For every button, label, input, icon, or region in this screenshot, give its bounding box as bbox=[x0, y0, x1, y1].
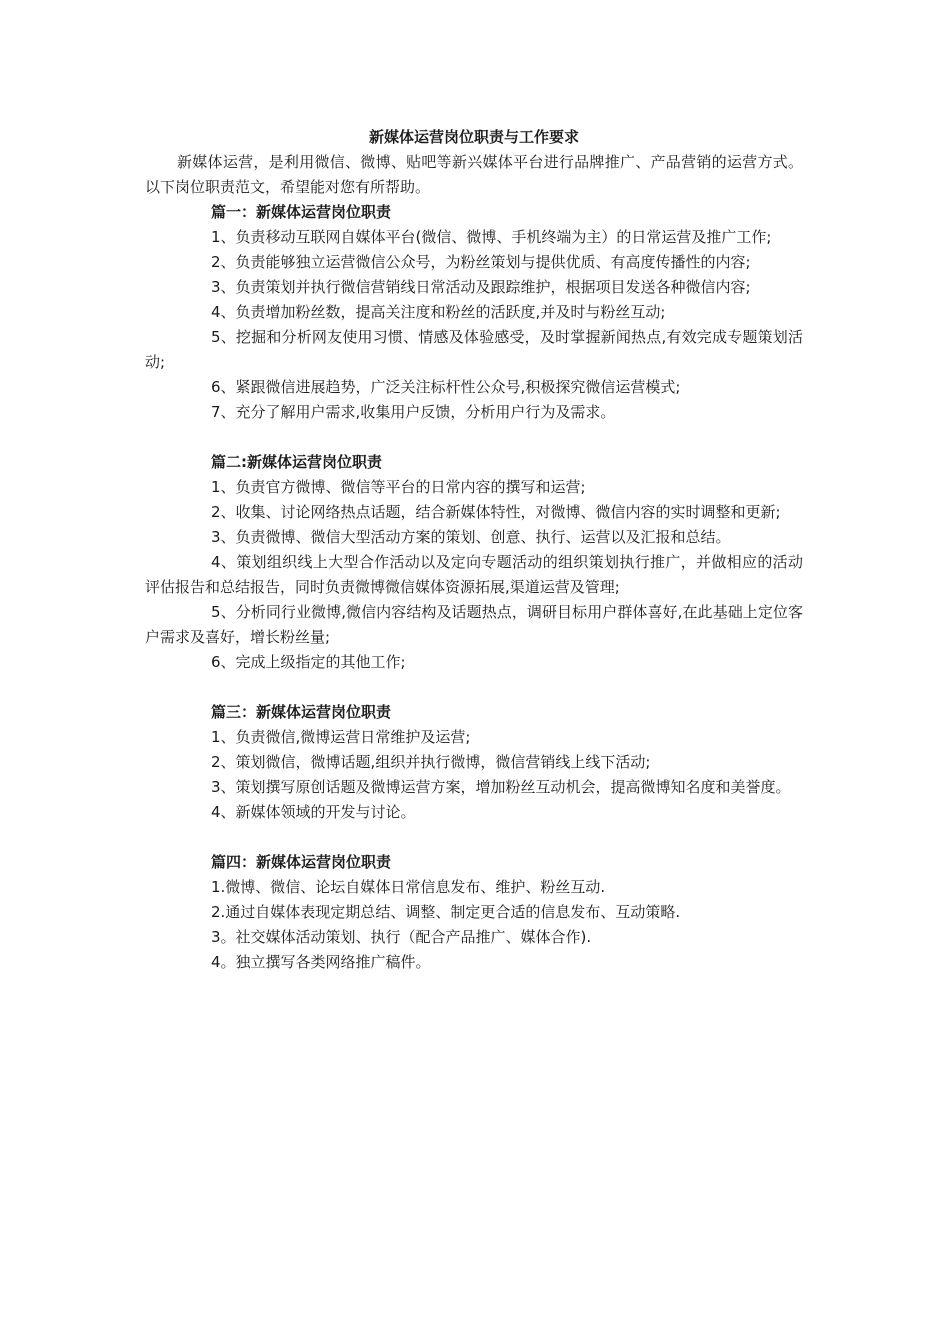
list-item: 6、紧跟微信进展趋势，广泛关注标杆性公众号,积极探究微信运营模式; bbox=[211, 378, 681, 396]
list-item: 1、负责官方微博、微信等平台的日常内容的撰写和运营; bbox=[211, 478, 586, 496]
list-item: 5、分析同行业微博,微信内容结构及话题热点，调研目标用户群体喜好,在此基础上定位客户需求及喜好，增长粉丝量; bbox=[145, 603, 803, 646]
section-2 bbox=[145, 450, 803, 675]
list-item: 4、负责增加粉丝数，提高关注度和粉丝的活跃度,并及时与粉丝互动; bbox=[211, 303, 666, 321]
list-item: 2、收集、讨论网络热点话题，结合新媒体特性，对微博、微信内容的实时调整和更新; bbox=[211, 503, 781, 521]
list-item: 3、负责策划并执行微信营销线日常活动及跟踪维护，根据项目发送各种微信内容; bbox=[211, 278, 751, 296]
list-item: 3、策划撰写原创话题及微博运营方案，增加粉丝互动机会，提高微博知名度和美誉度。 bbox=[211, 778, 791, 796]
list-item: 3。社交媒体活动策划、执行（配合产品推广、媒体合作). bbox=[211, 928, 592, 946]
list-item: 1.微博、微信、论坛自媒体日常信息发布、维护、粉丝互动. bbox=[211, 878, 606, 896]
section-heading: 篇二:新媒体运营岗位职责 bbox=[211, 453, 382, 471]
section-heading: 篇一：新媒体运营岗位职责 bbox=[211, 203, 392, 221]
document-title: 新媒体运营岗位职责与工作要求 bbox=[368, 128, 579, 146]
list-item: 4、新媒体领域的开发与讨论。 bbox=[211, 803, 416, 821]
list-item: 1、负责微信,微博运营日常维护及运营; bbox=[211, 728, 471, 746]
list-item: 2、策划微信，微博话题,组织并执行微博，微信营销线上线下活动; bbox=[211, 753, 651, 771]
list-item: 3、负责微博、微信大型活动方案的策划、创意、执行、运营以及汇报和总结。 bbox=[211, 528, 731, 546]
list-item: 2、负责能够独立运营微信公众号，为粉丝策划与提供优质、有高度传播性的内容; bbox=[211, 253, 751, 271]
section-heading: 篇三：新媒体运营岗位职责 bbox=[211, 703, 392, 721]
list-item: 1、负责移动互联网自媒体平台(微信、微博、手机终端为主）的日常运营及推广工作; bbox=[211, 228, 772, 246]
list-item: 4、策划组织线上大型合作活动以及定向专题活动的组织策划执行推广，并做相应的活动评估报告和总结报告，同时负责微博微信媒体资源拓展,渠道运营及管理; bbox=[145, 553, 803, 596]
section-1 bbox=[145, 200, 803, 425]
list-item: 4。独立撰写各类网络推广稿件。 bbox=[211, 953, 431, 971]
list-item: 5、挖掘和分析网友使用习惯、情感及体验感受，及时掌握新闻热点,有效完成专题策划活动; bbox=[145, 328, 803, 371]
list-item: 7、充分了解用户需求,收集用户反馈，分析用户行为及需求。 bbox=[211, 403, 616, 421]
intro-paragraph: 新媒体运营，是利用微信、微博、贴吧等新兴媒体平台进行品牌推广、产品营销的运营方式。以下岗位职责范文，希望能对您有所帮助。 bbox=[145, 153, 803, 196]
section-3 bbox=[145, 700, 803, 825]
list-item: 2.通过自媒体表现定期总结、调整、制定更合适的信息发布、互动策略. bbox=[211, 903, 681, 921]
section-4 bbox=[145, 850, 803, 975]
document-body bbox=[145, 125, 803, 975]
section-heading: 篇四：新媒体运营岗位职责 bbox=[211, 853, 392, 871]
list-item: 6、完成上级指定的其他工作; bbox=[211, 653, 406, 671]
sections-container bbox=[145, 200, 803, 975]
